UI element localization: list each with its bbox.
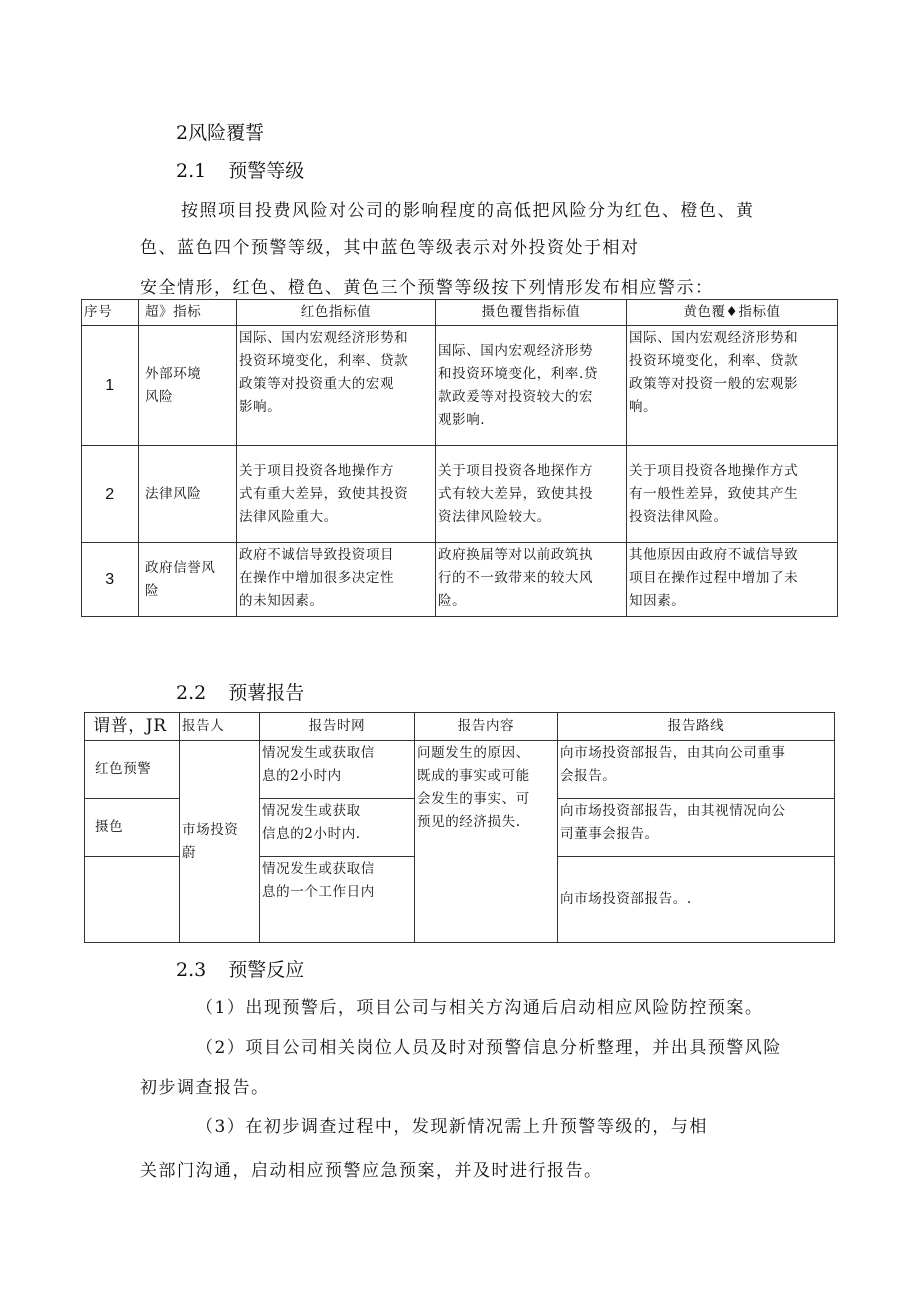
risk-item: 政府信誉风 险 <box>139 543 237 617</box>
content-cell: 问题发生的原因、 既成的事实或可能 会发生的事实、可 预见的经济损失. <box>415 741 558 943</box>
table-header-row <box>82 300 838 326</box>
header-cell-content: 报告内容 <box>415 713 558 741</box>
header-cell-level: 谓普，JR <box>85 713 180 741</box>
header-cell-orange: 摄色覆售指标值 <box>436 300 627 326</box>
route-cell: 向市场投资部报告。. <box>558 857 835 943</box>
level-cell <box>85 857 180 943</box>
paragraph-line: 初步调查报告。 <box>140 1078 270 1098</box>
table-header-row <box>85 713 835 741</box>
yellow-value: 关于项目投资各地操作方式 有一般性差异，致使其产生 投资法律风险。 <box>627 446 838 543</box>
orange-value: 政府换届等对以前政筑执 行的不一致带来的较大风 险。 <box>436 543 627 617</box>
row-number: 1 <box>82 326 139 446</box>
yellow-value: 国际、国内宏观经济形势和 投资环境变化，利率、贷款 政策等对投资一般的宏观影 响。 <box>627 326 838 446</box>
header-cell-index: 序号 <box>82 300 139 326</box>
reporter-cell: 市场投资 蔚 <box>180 741 260 943</box>
paragraph-line: 安全情形，红色、橙色、黄色三个预警等级按下列情形发布相应警示： <box>140 278 714 298</box>
row-number: 3 <box>82 543 139 617</box>
subsection-heading-2-3 <box>176 955 304 982</box>
red-value: 国际、国内宏观经济形势和 投资环境变化，利率、贷款 政策等对投资重大的宏观 影响。 <box>237 326 436 446</box>
subsection-number: 2.2 <box>176 682 207 704</box>
route-cell: 向市场投资部报告，由其向公司重事 会报告。 <box>558 741 835 799</box>
subsection-title: 预薯报告 <box>228 682 305 704</box>
subsection-heading-2-2 <box>176 678 304 705</box>
orange-value: 关于项目投资各地探作方 式有较大差异，致使其投 资法律风险较大。 <box>436 446 627 543</box>
table-row <box>82 543 838 617</box>
section-title: 2风险覆誓 <box>176 122 265 144</box>
table-row <box>85 741 835 799</box>
route-cell: 向市场投资部报告，由其视情况向公 司董事会报告。 <box>558 799 835 857</box>
subsection-heading-2-1 <box>176 156 304 183</box>
header-cell-red: 红色指标值 <box>237 300 436 326</box>
header-cell-yellow: 黄色覆♦指标值 <box>627 300 838 326</box>
risk-item: 外部环境 风险 <box>139 326 237 446</box>
subsection-number: 2.1 <box>176 160 207 182</box>
paragraph-line: 按照项目投费风险对公司的影响程度的高低把风险分为红色、橙色、黄 <box>181 201 755 221</box>
warning-report-table <box>84 712 835 943</box>
row-number: 2 <box>82 446 139 543</box>
subsection-number: 2.3 <box>176 959 207 981</box>
subsection-title: 预警反应 <box>228 959 305 981</box>
yellow-value: 其他原因由政府不诚信导致 项目在操作过程中增加了未 知因素。 <box>627 543 838 617</box>
red-value: 关于项目投资各地操作方 式有重大差异，致使其投资 法律风险重大。 <box>237 446 436 543</box>
risk-item: 法律风险 <box>139 446 237 543</box>
header-cell-route: 报告路线 <box>558 713 835 741</box>
time-cell: 情况发生或获取信 息的一个工作日内 <box>260 857 415 943</box>
level-cell: 红色预警 <box>85 741 180 799</box>
header-cell-indicator: 超》指标 <box>139 300 237 326</box>
paragraph-line: （2）项目公司相关岗位人员及时对预警信息分析整理，并出具预警风险 <box>196 1038 782 1058</box>
paragraph-line: （1）出现预警后，项目公司与相关方沟通后启动相应风险防控预案。 <box>196 998 764 1018</box>
paragraph-line: 色、蓝色四个预警等级，其中蓝色等级表示对外投资处于相对 <box>140 238 640 258</box>
table-row <box>82 326 838 446</box>
orange-value: 国际、国内宏观经济形势 和投资环境变化，利率.贷 款政爰等对投资较大的宏 观影响. <box>436 326 627 446</box>
paragraph-line: 关部门沟通，启动相应预警应急预案，并及时进行报告。 <box>140 1161 603 1181</box>
header-cell-time: 报告时网 <box>260 713 415 741</box>
level-cell: 摄色 <box>85 799 180 857</box>
subsection-title: 预警等级 <box>228 160 305 182</box>
table-row <box>82 446 838 543</box>
header-cell-reporter: 报告人 <box>180 713 260 741</box>
warning-level-table <box>81 299 838 617</box>
time-cell: 情况发生或获取 信息的2小时内. <box>260 799 415 857</box>
red-value: 政府不诚信导致投资项目 在操作中增加很多决定性 的未知因素。 <box>237 543 436 617</box>
paragraph-line: （3）在初步调查过程中，发现新情况需上升预警等级的，与相 <box>196 1117 708 1137</box>
time-cell: 情况发生或获取信 息的2小时内 <box>260 741 415 799</box>
